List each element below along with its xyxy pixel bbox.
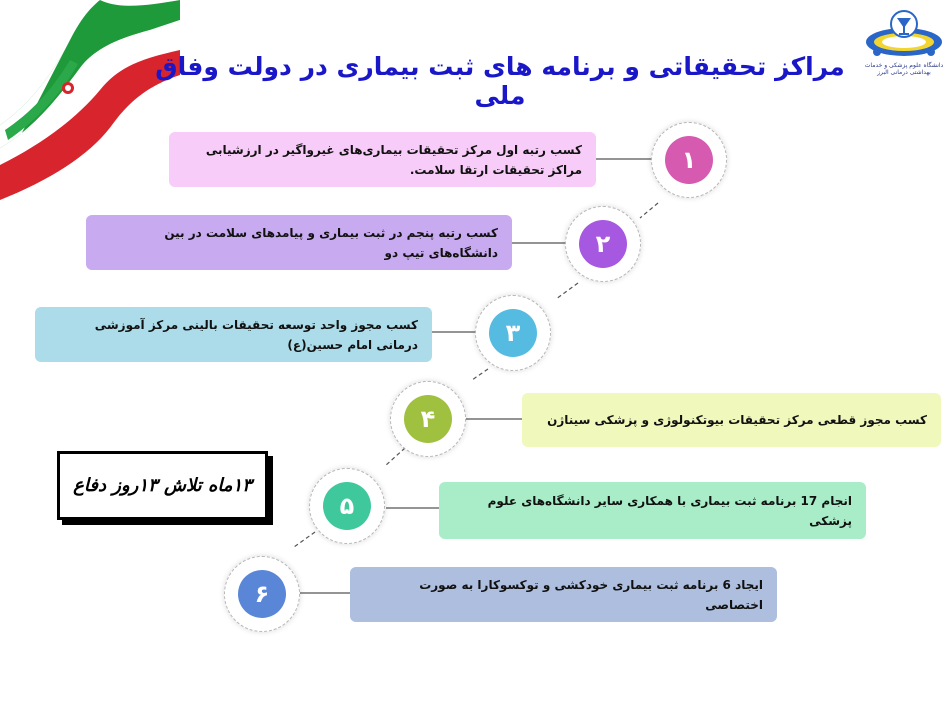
motto-text: ۱۳ماه تلاش ۱۳روز دفاع [73,475,252,496]
achievement-text-5: انجام 17 برنامه ثبت بیماری با همکاری سایر دانشگاه‌های علوم پزشکی [487,493,852,528]
page-title: مراکز تحقیقاتی و برنامه های ثبت بیماری در دولت وفاق ملی [155,52,845,110]
step-circle-5 [309,468,385,544]
step-circle-2 [565,206,641,282]
step-circle-4 [390,381,466,457]
motto-box [57,451,268,520]
step-circle-1 [651,122,727,198]
step-number-2: ۲ [579,220,627,268]
achievement-box-5 [439,482,866,539]
logo-caption: دانشگاه علوم پزشکی و خدمات بهداشتی درمانی البرز [864,62,944,76]
achievement-text-6: ایجاد 6 برنامه ثبت بیماری خودکشی و توکسوکارا به صورت اختصاصی [419,577,763,612]
step-number-5: ۵ [323,482,371,530]
achievement-text-1: کسب رتبه اول مرکز تحقیقات بیماری‌های غیرواگیر در ارزشیابی مراکز تحقیقات ارتقا سلامت. [205,142,582,177]
achievement-box-2 [86,215,512,270]
step-number-4: ۴ [404,395,452,443]
step-number-6: ۶ [238,570,286,618]
achievement-text-2: کسب رتبه پنجم در ثبت بیماری و پیامدهای سلامت در بین دانشگاه‌های تیپ دو [164,225,498,260]
achievement-box-4 [522,393,941,447]
achievement-box-3 [35,307,432,362]
step-circle-3 [475,295,551,371]
step-number-1: ۱ [665,136,713,184]
achievement-box-1 [169,132,596,187]
step-circle-6 [224,556,300,632]
achievement-box-6 [350,567,777,622]
step-number-3: ۳ [489,309,537,357]
achievement-text-3: کسب مجوز واحد توسعه تحقیقات بالینی مرکز آموزشی درمانی امام حسین(ع) [94,317,418,352]
achievement-text-4: کسب مجوز قطعی مرکز تحقیقات بیوتکنولوژی و پزشکی سیناژن [547,413,927,427]
